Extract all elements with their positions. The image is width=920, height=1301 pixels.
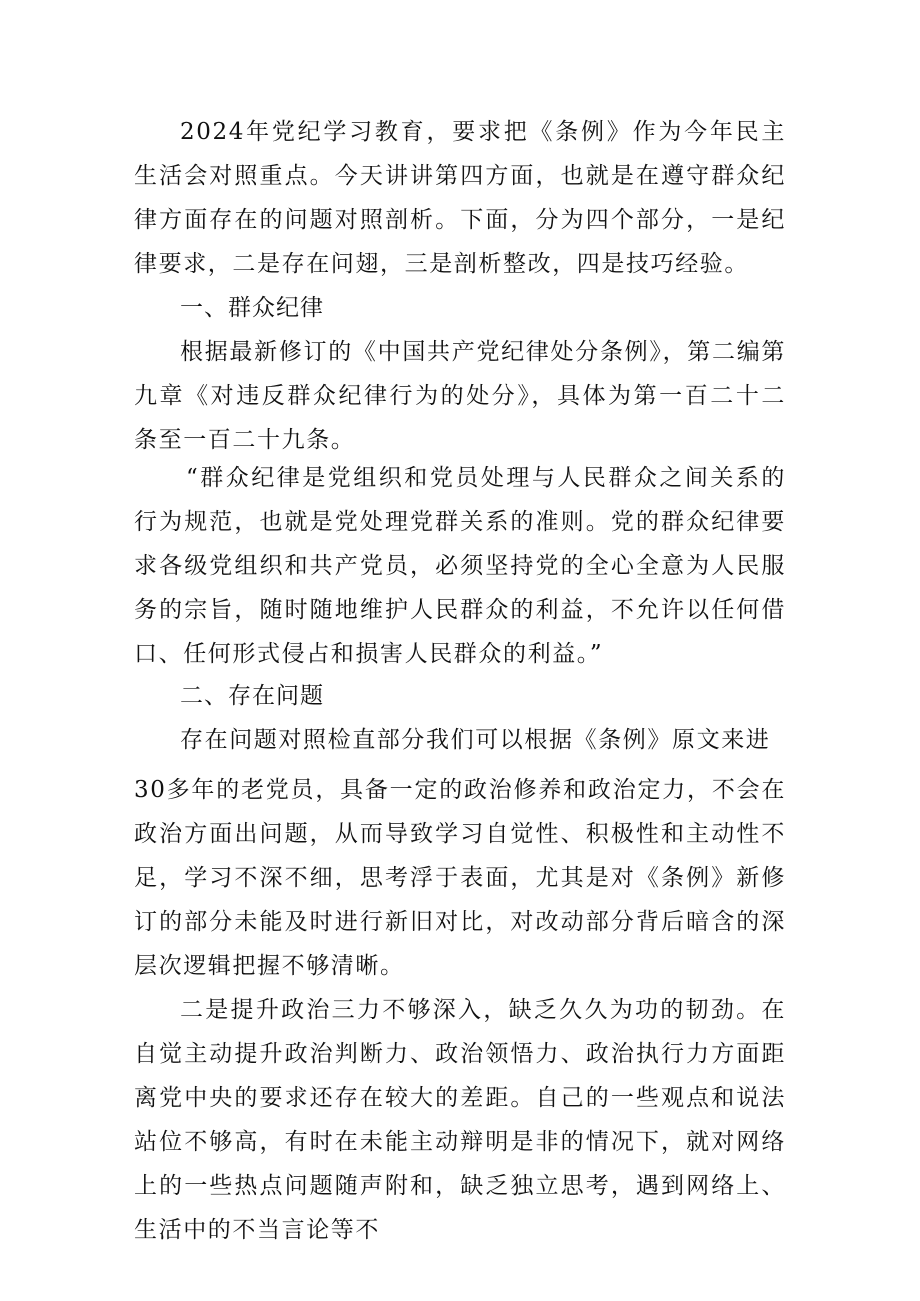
section-heading-mass-discipline: 一、群众纪律 — [180, 295, 324, 321]
section1-paragraph: 根据最新修订的《中国共产党纪律处分条例》，第二编第九章《对违反群众纪律行为的处分》，具体为第一百二十二条至一百二十九条。 — [134, 339, 786, 453]
section2-point2-paragraph: 二是提升政治三力不够深入，缺乏久久为功的韧劲。在自觉主动提升政治判断力、政治领悟力、政治执行力方面距离党中央的要求还存在较大的差距。自己的一些观点和说法站位不够高，有时在未能主动辩明是非的情况下，就对网络上的一些热点问题随声附和，缺乏独立思考，遇到网络上、生活中的不当言论等不 — [134, 997, 786, 1243]
section2-paragraph: 存在问题对照检直部分我们可以根据《条例》原文来进 — [180, 727, 771, 753]
intro-paragraph: 2024年党纪学习教育，要求把《条例》作为今年民主生活会对照重点。今天讲讲第四方面，也就是在遵守群众纪律方面存在的问题对照剖析。下面，分为四个部分，一是纪律要求，二是存在问翅，三是剖析整改，四是技巧经验。 — [134, 119, 786, 277]
section-heading-existing-problems: 二、存在问题 — [180, 683, 324, 709]
section1-quote-paragraph: “群众纪律是党组织和党员处理与人民群众之间关系的行为规范，也就是党处理党群关系的准则。党的群众纪律要求各级党组织和共产党员，必须坚持党的全心全意为人民服务的宗旨，随时随地维护人民群众的利益，不允许以任何借口、任何形式侵占和损害人民群众的利益。” — [134, 465, 786, 667]
section2-continued-paragraph: 30多年的老党员，具备一定的政治修养和政治定力，不会在政治方面出问题，从而导致学习自觉性、积极性和主动性不足，学习不深不细，思考浮于表面，尤其是对《条例》新修订的部分未能及时进行新旧对比，对改动部分背后暗含的深层次逻辑把握不够清晰。 — [134, 777, 786, 979]
